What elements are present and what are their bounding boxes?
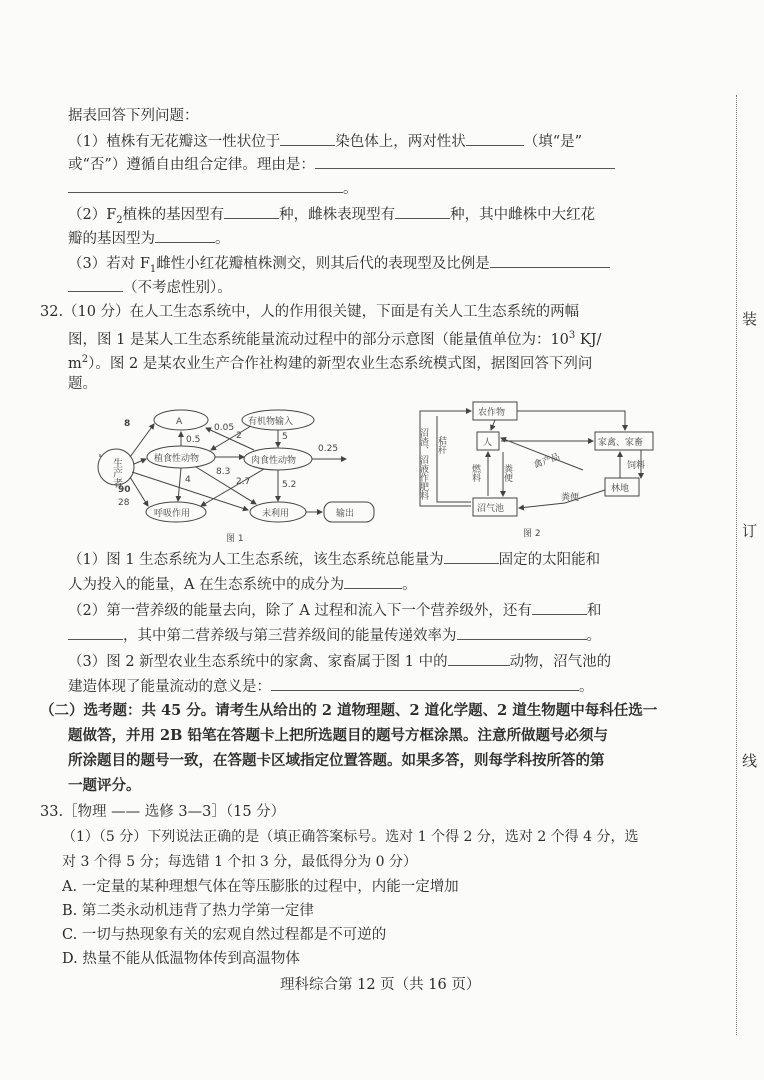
q32-line3-text: ）。图 2 是某农业生产合作社构建的新型农业生态系统模式图，据图回答下列问 [88, 355, 593, 372]
q32-line3 [68, 350, 592, 374]
q33-option-b: B. 第二类永动机违背了热力学第一定律 [62, 903, 314, 919]
section2-line2: 题做答，并用 2B 铅笔在答题卡上把所选题目的题号方框涂黑。注意所做题号必须与 [68, 727, 608, 744]
q33-part1-line2: 对 3 个得 5 分；每选错 1 个扣 3 分，最低得分为 0 分） [62, 854, 418, 870]
q31-part3-line2 [68, 277, 232, 298]
figure-1-energy-flow [96, 402, 396, 547]
answer-blank[interactable] [155, 228, 215, 243]
superscript: 3 [568, 330, 576, 341]
q32-sub2-line2 [68, 625, 601, 646]
answer-blank[interactable] [532, 600, 587, 615]
fig1-number: 4 [185, 475, 191, 485]
fig2-label-human: 人 [483, 438, 493, 448]
punctuation: 。 [402, 577, 417, 593]
q33-part1-line1: （1）（5 分）下列说法正确的是（填正确答案标号。选对 1 个得 2 分，选对 2 个得 4 分，选 [62, 829, 639, 845]
fig2-caption: 图 2 [523, 529, 541, 539]
fig1-label-input: 有机物输入 [248, 417, 294, 427]
q32-sub3-line2 [68, 676, 594, 697]
figure-2-agri-system [415, 398, 655, 548]
fig1-number: 8.3 [216, 467, 231, 477]
binding-char-xian: 线 [742, 752, 758, 770]
fig1-number: 5.2 [282, 480, 297, 490]
fig1-number: 2.7 [236, 477, 251, 487]
fig1-number: 8 [124, 419, 131, 429]
q32-sub3-line1 [68, 651, 611, 672]
q32-sub1-line2 [68, 574, 417, 595]
q31-p1-text-c: （填“是” [523, 134, 583, 150]
fig1-label-unused: 未利用 [262, 509, 290, 519]
answer-blank[interactable] [344, 574, 402, 589]
answer-blank[interactable] [448, 651, 510, 666]
fig1-number: 5 [282, 432, 288, 442]
q31-p2-text-c: 种，雌株表现型有 [279, 207, 396, 223]
q32-s1-text-b: 固定的太阳能和 [498, 552, 601, 568]
fig1-label-producer: 生产者 [110, 458, 122, 488]
punctuation: 。 [343, 181, 358, 197]
q31-p1-text-a: （1）植株有无花瓣这一性状位于 [68, 134, 281, 150]
answer-blank[interactable] [457, 625, 587, 640]
fig2-label-residue: 沼渣、沼液作肥料 [418, 428, 428, 500]
subscript: 1 [149, 263, 157, 275]
q32-s3-text-a: （3）图 2 新型农业生态系统中的家禽、家畜属于图 1 中的 [68, 654, 448, 670]
answer-blank[interactable] [224, 204, 279, 219]
q31-p3-text-b: 雌性小红花瓣植株测交，则其后代的表现型及比例是 [156, 256, 490, 272]
q32-s1-text-c: 人为投入的能量，A 在生态系统中的成分为 [68, 577, 345, 593]
fig2-label-feed: 饲料 [627, 461, 646, 471]
q31-part1-line2 [68, 154, 615, 175]
q31-p2-text-d: 种，其中雌株中大红花 [450, 207, 596, 223]
q31-p2-text-e: 瓣的基因型为 [68, 231, 155, 247]
q33-option-a: A. 一定量的某种理想气体在等压膨胀的过程中，内能一定增加 [62, 879, 459, 895]
q31-part1-line1 [68, 131, 582, 152]
fig1-number: 0.25 [318, 444, 339, 454]
fig2-label-fuel: 燃料 [470, 464, 480, 482]
answer-blank[interactable] [68, 625, 123, 640]
answer-blank[interactable] [271, 676, 579, 691]
answer-blank[interactable] [315, 154, 615, 169]
fig2-label-straw: 秸秆 [436, 436, 446, 454]
q32-s2-text-c: ，其中第二营养级与第三营养级间的能量传递效率为 [123, 628, 457, 644]
page-footer: 理科综合第 12 页（共 16 页） [280, 977, 481, 993]
fig1-number: 90 [118, 485, 131, 495]
section2-line3: 所涂题目的题号一致，在答题卡区域指定位置答题。如果多答，则每学科按所答的第 [68, 752, 605, 769]
q32-s3-text-b: 动物，沼气池的 [509, 654, 612, 670]
binding-char-zhuang: 装 [742, 310, 758, 328]
fig2-label-forest: 林地 [611, 484, 630, 494]
fig1-label-herbivore: 植食性动物 [154, 454, 200, 464]
unit-text: KJ/ [575, 331, 602, 348]
unit-text: m [68, 355, 82, 372]
q32-sub1-line1 [68, 549, 600, 570]
punctuation: 。 [586, 628, 601, 644]
punctuation: 。 [215, 231, 230, 247]
answer-blank[interactable] [490, 253, 610, 268]
q31-part3-line1 [68, 253, 610, 280]
q33-head: 33.［物理 —— 选修 3—3］（15 分） [40, 804, 286, 820]
section2-line1: （二）选考题：共 45 分。请考生从给出的 2 道物理题、2 道化学题、2 道生物题中每科任选一 [40, 702, 658, 719]
q31-part2-line2 [68, 228, 230, 249]
q31-intro: 据表回答下列问题： [68, 108, 199, 124]
answer-blank[interactable] [68, 277, 123, 292]
superscript: 2 [81, 354, 89, 365]
binding-char-ding: 订 [742, 522, 758, 540]
punctuation: 。 [579, 679, 594, 695]
q32-sub2-line1 [68, 600, 601, 621]
fig1-label-respiration: 呼吸作用 [154, 509, 191, 519]
answer-blank[interactable] [395, 204, 450, 219]
fig1-caption: 图 1 [226, 534, 244, 544]
fig1-label-carnivore: 肉食性动物 [251, 456, 297, 466]
q33-option-c: C. 一切与热现象有关的宏观自然过程都是不可逆的 [62, 927, 387, 943]
q32-line2-text: 图，图 1 是某人工生态系统能量流动过程中的部分示意图（能量值单位为：10 [68, 331, 569, 348]
q31-p1-text-b: 染色体上，两对性状 [335, 134, 466, 150]
fig1-label-a: A [176, 417, 183, 427]
q31-p2-text-b: 植株的基因型有 [122, 207, 225, 223]
fig2-label-biogas: 沼气池 [477, 504, 505, 514]
answer-blank[interactable] [444, 549, 499, 564]
fig1-number: 0.05 [214, 423, 235, 433]
q32-s1-text-a: （1）图 1 生态系统为人工生态系统，该生态系统总能量为 [68, 552, 444, 568]
fig2-label-livestock: 家禽、家畜 [598, 438, 644, 448]
section2-line4: 一题评分。 [68, 777, 141, 794]
q31-p3-text-c: （不考虑性别）。 [123, 280, 232, 296]
answer-blank[interactable] [68, 178, 343, 193]
answer-blank[interactable] [466, 131, 524, 146]
fig2-label-products: 禽产品 [532, 452, 562, 471]
q31-part1-line3 [68, 178, 358, 199]
fig1-number: 28 [118, 498, 130, 508]
q32-head: 32.（10 分）在人工生态系统中，人的作用很关键，下面是有关人工生态系统的两幅 [40, 304, 580, 320]
q31-p1-text-d: 或“否”）遵循自由组合定律。理由是： [68, 157, 315, 173]
q32-s2-text-b: 和 [586, 603, 602, 619]
fig2-label-feces: 粪便 [502, 464, 512, 482]
fig1-number: 2 [236, 431, 242, 441]
fig1-label-output: 输出 [336, 509, 355, 519]
subscript: 2 [116, 214, 123, 226]
q31-p3-text-a: （3）若对 F [68, 256, 150, 272]
fig2-label-crops: 农作物 [478, 408, 506, 418]
fig1-number: 0.5 [186, 435, 201, 445]
q32-line2 [68, 326, 601, 350]
q31-part2-line1 [68, 204, 595, 231]
q32-s2-text-a: （2）第一营养级的能量去向，除了 A 过程和流入下一个营养级外，还有 [68, 603, 532, 619]
q33-option-d: D. 热量不能从低温物体传到高温物体 [62, 951, 300, 967]
answer-blank[interactable] [280, 131, 335, 146]
q32-line4: 题。 [68, 376, 97, 392]
q32-s3-text-c: 建造体现了能量流动的意义是： [68, 679, 271, 695]
q31-p2-text-a: （2）F [68, 207, 117, 223]
binding-dotted-line [736, 95, 737, 1035]
fig2-label-feces2: 粪便 [561, 493, 580, 503]
